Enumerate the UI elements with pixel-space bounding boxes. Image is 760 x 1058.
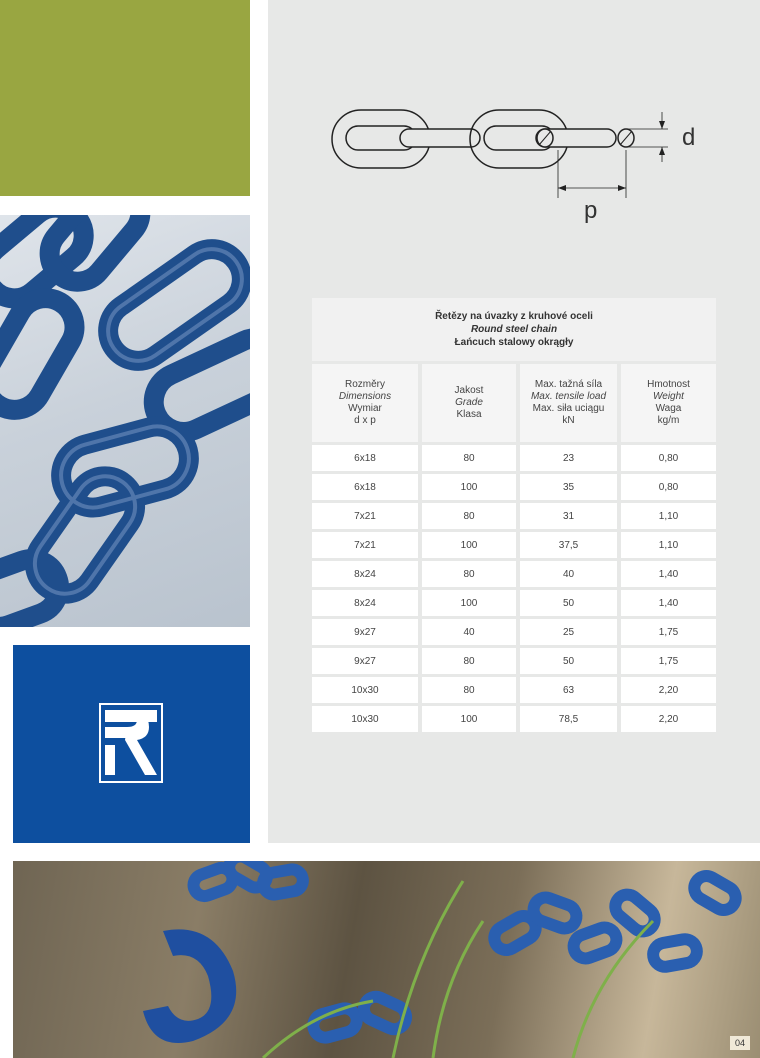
cell-grade: 80 [422,648,516,674]
table-row [312,648,716,674]
cell-grade: 80 [422,503,516,529]
cell-tensile-load: 63 [520,677,617,703]
cell-tensile-load: 37,5 [520,532,617,558]
chain-spec-table [312,298,716,732]
green-color-block [0,0,250,196]
cell-dimensions: 8x24 [312,590,418,616]
dimension-p-label: p [584,197,598,224]
table-title-cz: Řetězy na úvazky z kruhové oceli [435,311,593,322]
cell-dimensions: 8x24 [312,561,418,587]
cell-weight: 2,20 [621,706,716,732]
cell-grade: 100 [422,532,516,558]
cell-dimensions: 6x18 [312,474,418,500]
table-title-en: Round steel chain [470,324,558,335]
table-row [312,503,716,529]
cell-tensile-load: 25 [520,619,617,645]
cell-dimensions: 7x21 [312,532,418,558]
cell-weight: 1,75 [621,619,716,645]
table-title-pl: Łańcuch stalowy okrągły [454,337,574,348]
column-header-weight: Hmotnost Weight Waga kg/m [621,364,716,442]
table-row [312,561,716,587]
cell-dimensions: 7x21 [312,503,418,529]
table-row [312,590,716,616]
column-header-tensile-load: Max. tažná síla Max. tensile load Max. siła uciągu kN [520,364,617,442]
logo-panel [13,645,250,843]
table-header-row [312,364,716,442]
cell-tensile-load: 23 [520,445,617,471]
cell-grade: 100 [422,590,516,616]
cell-dimensions: 10x30 [312,706,418,732]
spec-panel [268,0,760,843]
cell-weight: 1,10 [621,503,716,529]
page-number: 04 [730,1036,750,1050]
cell-tensile-load: 78,5 [520,706,617,732]
chain-hook-photo [13,861,760,1058]
cell-weight: 1,10 [621,532,716,558]
cell-weight: 1,40 [621,561,716,587]
cell-grade: 100 [422,706,516,732]
table-row [312,474,716,500]
cell-weight: 1,40 [621,590,716,616]
cell-tensile-load: 31 [520,503,617,529]
dimension-d-label: d [682,124,696,151]
cell-weight: 0,80 [621,445,716,471]
table-title [312,298,716,361]
cell-weight: 1,75 [621,648,716,674]
chain-photo-illustration [0,215,250,627]
cell-dimensions: 10x30 [312,677,418,703]
cell-grade: 100 [422,474,516,500]
table-row [312,532,716,558]
table-row [312,619,716,645]
cell-tensile-load: 50 [520,648,617,674]
chain-dimension-diagram [328,100,748,230]
cell-tensile-load: 35 [520,474,617,500]
cell-grade: 40 [422,619,516,645]
cell-dimensions: 9x27 [312,648,418,674]
table-row [312,677,716,703]
cell-dimensions: 6x18 [312,445,418,471]
cell-dimensions: 9x27 [312,619,418,645]
table-row [312,706,716,732]
cell-weight: 0,80 [621,474,716,500]
company-logo-icon [99,703,163,783]
column-header-grade: Jakost Grade Klasa [422,364,516,442]
blue-chain-photo [0,215,250,627]
cell-grade: 80 [422,445,516,471]
cell-grade: 80 [422,677,516,703]
cell-tensile-load: 50 [520,590,617,616]
chain-hook-illustration [13,861,760,1058]
cell-tensile-load: 40 [520,561,617,587]
column-header-dimensions: Rozměry Dimensions Wymiar d x p [312,364,418,442]
table-row [312,445,716,471]
cell-weight: 2,20 [621,677,716,703]
cell-grade: 80 [422,561,516,587]
